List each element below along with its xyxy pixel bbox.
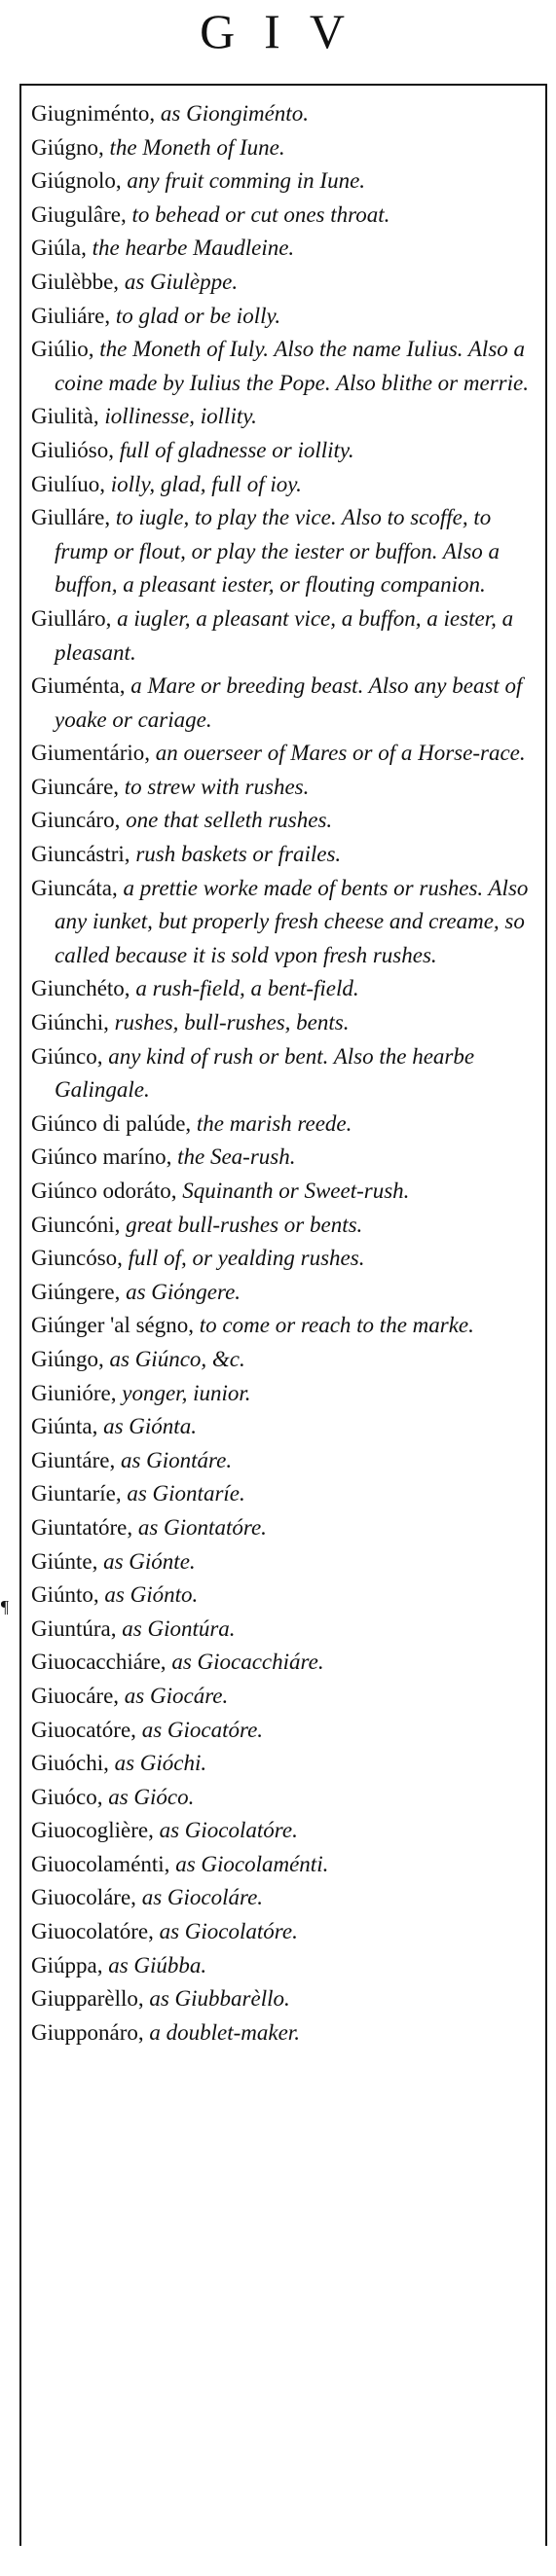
dictionary-entry (31, 670, 539, 737)
top-rule (19, 84, 547, 86)
entry-headword: Giumentário, (31, 741, 150, 766)
entry-definition: as Gióco. (102, 1784, 195, 1809)
entry-definition: iolly, glad, full of ioy. (105, 471, 302, 496)
dictionary-entry (31, 1848, 539, 1882)
entry-definition: a prettie worke made of bents or rushes. Also any iunket, but properly fresh cheese and creame, so called because it is sold vpon fresh rushes. (55, 875, 529, 967)
dictionary-entry (31, 400, 539, 434)
entry-headword: Giúnco odoráto, (31, 1179, 177, 1203)
entry-definition: as Giocatóre. (135, 1717, 264, 1742)
entry-definition: a Mare or breeding beast. Also any beast of yoake or cariage. (55, 673, 523, 732)
dictionary-entry (31, 771, 539, 805)
entry-definition: to come or reach to the marke. (194, 1313, 474, 1338)
entry-headword: Giuncáro, (31, 808, 121, 833)
dictionary-entry (31, 804, 539, 838)
entry-definition: yonger, iunior. (116, 1380, 251, 1405)
entry-headword: Giuncóni, (31, 1212, 121, 1237)
entry-definition: as Giónto. (98, 1582, 199, 1608)
dictionary-entry (31, 266, 539, 300)
dictionary-entry (31, 838, 539, 872)
entry-definition: as Giontatóre. (132, 1514, 267, 1540)
entry-headword: Giúgnolo, (31, 168, 122, 194)
entry-headword: Giúngo, (31, 1346, 104, 1371)
dictionary-entry (31, 1175, 539, 1209)
entry-headword: Giulità, (31, 404, 99, 429)
dictionary-entry (31, 1209, 539, 1243)
entry-headword: Giúnte, (31, 1548, 98, 1574)
entry-headword: Giunchéto, (31, 976, 130, 1001)
entry-headword: Giuóchi, (31, 1751, 109, 1776)
entry-headword: Giuntaríe, (31, 1481, 122, 1506)
entry-definition: a rush-field, a bent-field. (130, 976, 359, 1001)
entry-headword: Giupponáro, (31, 2019, 144, 2045)
entry-definition: as Giocolatóre. (153, 1818, 298, 1843)
right-column-rule (545, 84, 547, 2546)
dictionary-entry (31, 1343, 539, 1377)
entry-definition: as Giocolaménti. (169, 1851, 329, 1876)
dictionary-entry (31, 434, 539, 468)
entry-definition: any fruit comming in Iune. (121, 168, 366, 194)
entry-headword: Giuocatóre, (31, 1717, 136, 1742)
entry-definition: to strew with rushes. (119, 774, 310, 799)
entry-headword: Giúla, (31, 236, 87, 261)
entry-headword: Giunióre, (31, 1380, 117, 1405)
entry-definition: a iugler, a pleasant vice, a buffon, a iester, a pleasant. (55, 605, 514, 665)
dictionary-entry (31, 199, 539, 233)
entry-definition: the marish reede. (191, 1110, 352, 1136)
entry-definition: the Moneth of Iune. (103, 134, 285, 160)
entry-headword: Giulíuo, (31, 471, 106, 496)
dictionary-entry (31, 1915, 539, 1949)
dictionary-entry (31, 1276, 539, 1310)
entry-definition: as Giongiménto. (155, 101, 309, 126)
dictionary-entry (31, 232, 539, 266)
dictionary-entry (31, 1680, 539, 1714)
dictionary-entry (31, 2016, 539, 2050)
entry-definition: the Moneth of Iuly. Also the name Iulius. Also a coine made by Iulius the Pope. Also blithe or merrie. (55, 337, 529, 395)
dictionary-entry (31, 1107, 539, 1142)
entry-definition: as Giocáre. (119, 1683, 229, 1708)
entry-headword: Giuncóso, (31, 1246, 123, 1271)
dictionary-entry (31, 300, 539, 334)
dictionary-entry (31, 1309, 539, 1343)
dictionary-entry (31, 468, 539, 502)
entry-headword: Giúlio, (31, 337, 94, 362)
dictionary-entry (31, 737, 539, 771)
entry-headword: Giúnco di palúde, (31, 1110, 192, 1136)
entry-headword: Giuocolaménti, (31, 1851, 170, 1876)
dictionary-entry (31, 1646, 539, 1680)
entry-definition: one that selleth rushes. (120, 808, 333, 833)
entry-definition: to glad or be iolly. (110, 303, 281, 328)
entry-headword: Giuocáre, (31, 1683, 120, 1708)
running-head: GIV (200, 4, 374, 58)
entry-headword: Giuncástri, (31, 842, 130, 867)
dictionary-entry (31, 1006, 539, 1040)
entry-headword: Giúnger 'al ségno, (31, 1313, 195, 1338)
entry-definition: as Giulèppe. (119, 269, 239, 294)
entry-headword: Giúnta, (31, 1414, 98, 1439)
entry-headword: Giuntúra, (31, 1615, 117, 1641)
entry-headword: Giuncáre, (31, 774, 120, 799)
entry-definition: to behead or cut ones throat. (126, 201, 390, 227)
entry-definition: as Giocacchiáre. (166, 1650, 324, 1675)
entry-headword: Giúngere, (31, 1279, 121, 1304)
entry-definition: to iugle, to play the vice. Also to scoffe, to frump or flout, or play the iester or buffon. Also a buffon, a pleasant iester, or flouting companion. (55, 505, 500, 598)
entry-headword: Giugulâre, (31, 201, 127, 227)
entry-definition: rush baskets or frailes. (130, 842, 342, 867)
entry-definition: full of, or yealding rushes. (122, 1246, 365, 1271)
entry-definition: iollinesse, iollity. (98, 404, 257, 429)
entry-definition: as Giontaríe. (121, 1481, 245, 1506)
entry-headword: Giugniménto, (31, 101, 156, 126)
dictionary-entry (31, 164, 539, 199)
entry-definition: rushes, bull-rushes, bents. (108, 1010, 350, 1035)
entry-headword: Giuocolatóre, (31, 1919, 154, 1944)
entry-definition: the hearbe Maudleine. (86, 236, 295, 261)
entry-definition: Squinanth or Sweet-rush. (176, 1179, 410, 1203)
entry-headword: Giuliáre, (31, 303, 111, 328)
entry-headword: Giúnco, (31, 1043, 103, 1069)
entry-definition: as Giontúra. (116, 1615, 236, 1641)
entry-definition: great bull-rushes or bents. (120, 1212, 363, 1237)
entry-headword: Giulláre, (31, 505, 111, 530)
dictionary-entry (31, 1578, 539, 1613)
dictionary-entry (31, 1714, 539, 1748)
dictionary-entry (31, 1444, 539, 1478)
entry-definition: as Giónte. (97, 1548, 196, 1574)
entry-definition: an ouerseer of Mares or of a Horse-race. (150, 741, 526, 766)
entry-definition: as Giúbba. (102, 1952, 207, 1977)
dictionary-entry (31, 131, 539, 165)
entry-headword: Giuntáre, (31, 1447, 116, 1472)
entry-definition: the Sea-rush. (171, 1144, 296, 1170)
dictionary-entry (31, 333, 539, 400)
entry-headword: Giuóco, (31, 1784, 103, 1809)
entry-definition: as Giόngere. (120, 1279, 241, 1304)
dictionary-entry (31, 501, 539, 602)
entry-headword: Giúnchi, (31, 1010, 109, 1035)
entry-headword: Giuocoglière, (31, 1818, 154, 1843)
dictionary-entry (31, 1141, 539, 1175)
dictionary-entry (31, 1747, 539, 1781)
entry-definition: full of gladnesse or iollity. (113, 437, 354, 462)
entry-definition: as Giocolatóre. (153, 1919, 298, 1944)
dictionary-entry (31, 1410, 539, 1444)
entry-definition: as Giontáre. (115, 1447, 233, 1472)
entry-definition: as Giubbarèllo. (143, 1986, 290, 2012)
entry-list (31, 97, 539, 2050)
dictionary-entry (31, 1982, 539, 2016)
dictionary-entry (31, 602, 539, 670)
dictionary-entry (31, 1949, 539, 1983)
dictionary-entry (31, 1242, 539, 1276)
margin-mark: ¶ (0, 1597, 10, 1616)
entry-definition: a doublet-maker. (143, 2019, 300, 2045)
entry-headword: Giuntatóre, (31, 1514, 133, 1540)
dictionary-entry (31, 1545, 539, 1579)
entry-definition: as Gióchi. (108, 1751, 207, 1776)
dictionary-entry (31, 97, 539, 131)
entry-definition: any kind of rush or bent. Also the hearbe Galingale. (55, 1043, 475, 1103)
dictionary-entry (31, 872, 539, 973)
entry-headword: Giuocoláre, (31, 1885, 136, 1910)
entry-headword: Giúppa, (31, 1952, 103, 1977)
dictionary-entry (31, 1881, 539, 1915)
entry-headword: Giúnco maríno, (31, 1144, 172, 1170)
entry-definition: as Giónta. (97, 1414, 197, 1439)
dictionary-entry (31, 1613, 539, 1647)
dictionary-entry (31, 972, 539, 1006)
entry-definition: as Giocoláre. (135, 1885, 264, 1910)
dictionary-entry (31, 1377, 539, 1411)
entry-headword: Giulláro, (31, 605, 112, 631)
dictionary-entry (31, 1814, 539, 1848)
entry-headword: Giuncáta, (31, 875, 118, 900)
dictionary-entry (31, 1040, 539, 1107)
left-column-rule (19, 84, 21, 2546)
dictionary-entry (31, 1511, 539, 1545)
entry-headword: Giúgno, (31, 134, 104, 160)
entry-headword: Giúnto, (31, 1582, 99, 1608)
entry-headword: Giulèbbe, (31, 269, 120, 294)
entry-headword: Giuménta, (31, 673, 126, 699)
entry-headword: Giuocacchiáre, (31, 1650, 167, 1675)
dictionary-entry (31, 1477, 539, 1511)
entry-definition: as Giúnco, &c. (103, 1346, 245, 1371)
entry-headword: Giupparèllo, (31, 1986, 144, 2012)
entry-headword: Giulióso, (31, 437, 114, 462)
dictionary-entry (31, 1781, 539, 1815)
